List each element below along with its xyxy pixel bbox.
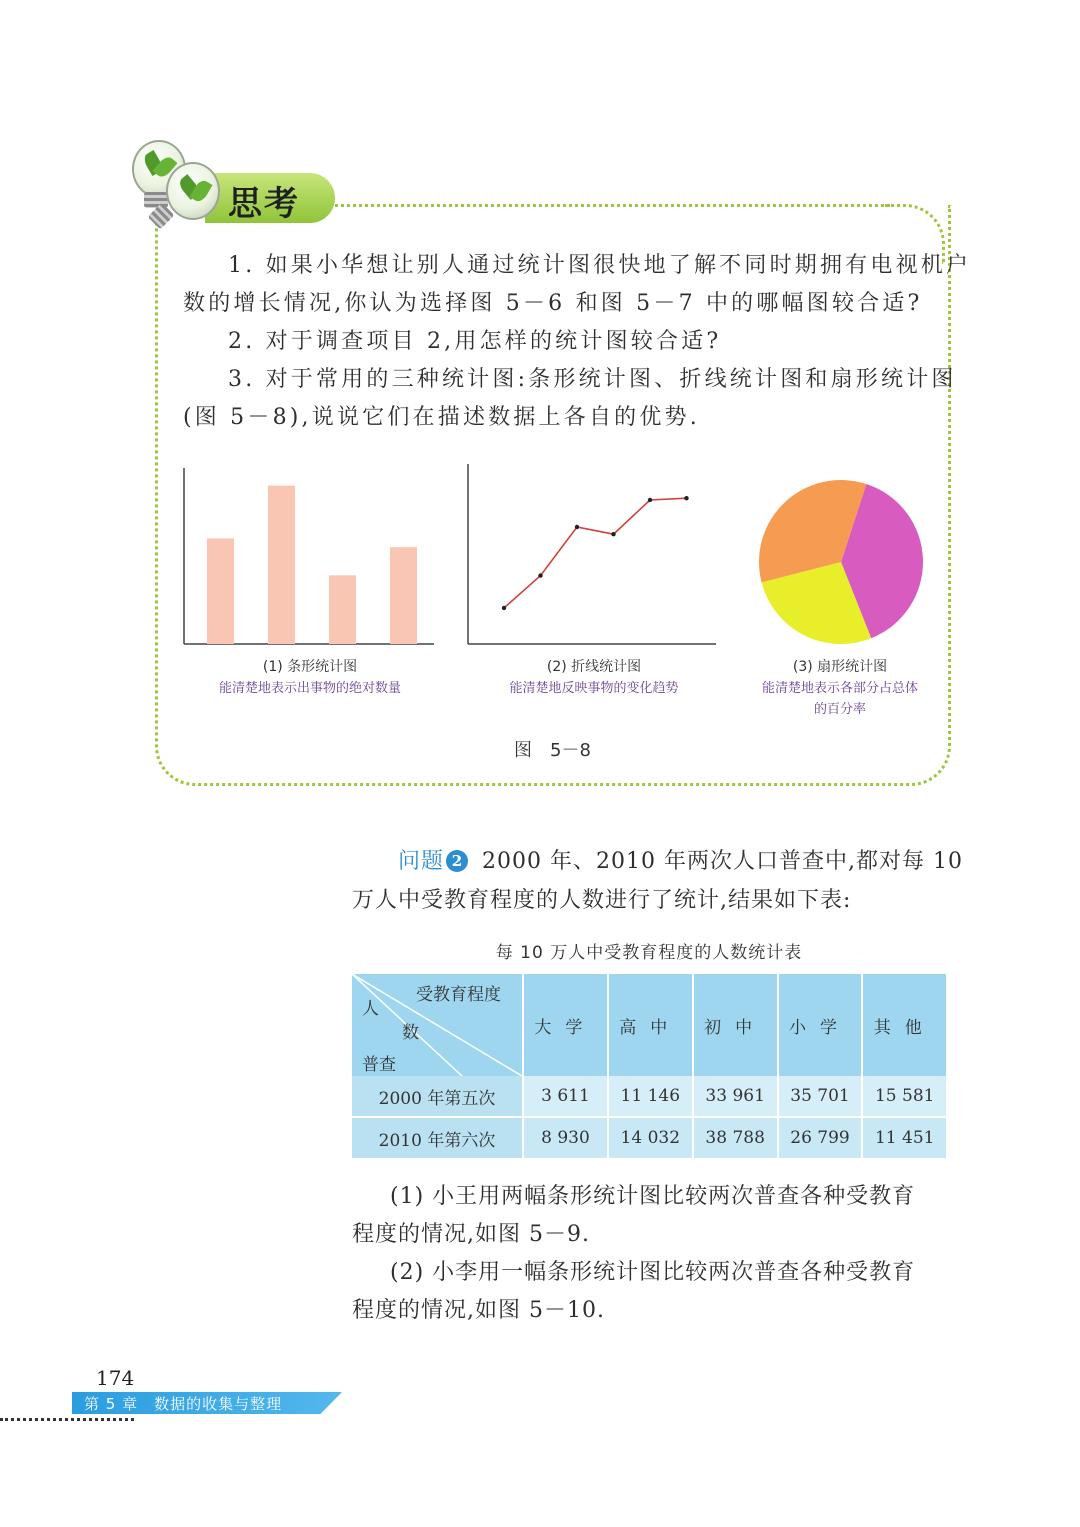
table-cell: 26 799 xyxy=(778,1117,863,1158)
line-chart xyxy=(464,460,720,650)
chapter-title: 第 5 章 数据的收集与整理 xyxy=(84,1395,283,1413)
bar-chart xyxy=(180,460,440,650)
table-corner-cell xyxy=(352,974,523,1076)
think-line-2: 数的增长情况,你认为选择图 5－6 和图 5－7 中的哪幅图较合适? xyxy=(183,291,923,316)
table-corner-bottom: 普查 xyxy=(362,1055,396,1075)
table-cell: 11 451 xyxy=(862,1117,946,1158)
line-chart-description: 能清楚地反映事物的变化趋势 xyxy=(509,681,679,696)
table-row-label: 2000 年第五次 xyxy=(352,1076,523,1117)
line-point xyxy=(575,525,579,529)
line-point xyxy=(502,606,506,610)
think-title: 思考 xyxy=(228,184,300,224)
bar-chart-caption: (1) 条形统计图 xyxy=(262,659,358,675)
table-row xyxy=(352,1076,946,1117)
problem-line-1 xyxy=(398,843,963,881)
table-cell: 11 146 xyxy=(608,1076,693,1117)
think-line-4: 3. 对于常用的三种统计图:条形统计图、折线统计图和扇形统计图 xyxy=(228,367,957,392)
bar xyxy=(268,486,295,644)
table-header-other: 其他 xyxy=(862,974,946,1076)
body-line-1: (1) 小王用两幅条形统计图比较两次普查各种受教育 xyxy=(390,1184,916,1209)
line-chart-caption: (2) 折线统计图 xyxy=(546,659,642,675)
table-corner-left: 人 xyxy=(362,999,379,1019)
line-series xyxy=(504,498,687,608)
table-header-middle-school: 初中 xyxy=(693,974,778,1076)
body-line-2: 程度的情况,如图 5－9. xyxy=(352,1222,590,1247)
table-cell: 38 788 xyxy=(693,1117,778,1158)
table-header-primary-school: 小学 xyxy=(778,974,863,1076)
table-header-high-school: 高中 xyxy=(608,974,693,1076)
table-cell: 33 961 xyxy=(693,1076,778,1117)
bar xyxy=(329,575,356,644)
think-line-1: 1. 如果小华想让别人通过统计图很快地了解不同时期拥有电视机户 xyxy=(228,253,972,278)
think-line-5: (图 5－8),说说它们在描述数据上各自的优势. xyxy=(183,405,700,430)
table-corner-top: 受教育程度 xyxy=(416,985,501,1005)
line-point xyxy=(538,573,542,577)
problem-line-2: 万人中受教育程度的人数进行了统计,结果如下表: xyxy=(352,888,852,913)
table-corner-mid: 数 xyxy=(402,1023,419,1043)
think-line-3: 2. 对于调查项目 2,用怎样的统计图较合适? xyxy=(228,329,722,354)
body-line-4: 程度的情况,如图 5－10. xyxy=(352,1298,605,1323)
problem-label: 问题 xyxy=(398,849,445,874)
lightbulb-icon xyxy=(126,138,236,230)
table-title: 每 10 万人中受教育程度的人数统计表 xyxy=(495,943,803,963)
table-cell: 3 611 xyxy=(523,1076,608,1117)
problem-number-badge: 2 xyxy=(446,850,468,872)
body-line-3: (2) 小李用一幅条形统计图比较两次普查各种受教育 xyxy=(390,1260,916,1285)
line-point xyxy=(648,498,652,502)
page-number: 174 xyxy=(96,1366,135,1390)
table-header-university: 大学 xyxy=(523,974,608,1076)
pie-chart xyxy=(755,478,927,650)
bar-chart-description: 能清楚地表示出事物的绝对数量 xyxy=(218,681,401,696)
line-point xyxy=(611,532,615,536)
table-row-label: 2010 年第六次 xyxy=(352,1117,523,1158)
table-cell: 35 701 xyxy=(778,1076,863,1117)
pie-chart-description: 能清楚地表示各部分占总体的百分率 xyxy=(762,681,919,717)
line-point xyxy=(684,496,688,500)
footer-dotted-line xyxy=(0,1418,134,1421)
figure-label: 图 5－8 xyxy=(514,740,591,761)
bar xyxy=(207,538,234,644)
bar xyxy=(390,547,417,644)
education-table xyxy=(352,974,946,1158)
table-cell: 14 032 xyxy=(608,1117,693,1158)
table-cell: 8 930 xyxy=(523,1117,608,1158)
table-cell: 15 581 xyxy=(862,1076,946,1117)
problem-text-1: 2000 年、2010 年两次人口普查中,都对每 10 xyxy=(482,849,963,874)
table-row xyxy=(352,1117,946,1158)
pie-chart-caption: (3) 扇形统计图 xyxy=(792,659,888,675)
think-box-top-border xyxy=(330,204,890,207)
